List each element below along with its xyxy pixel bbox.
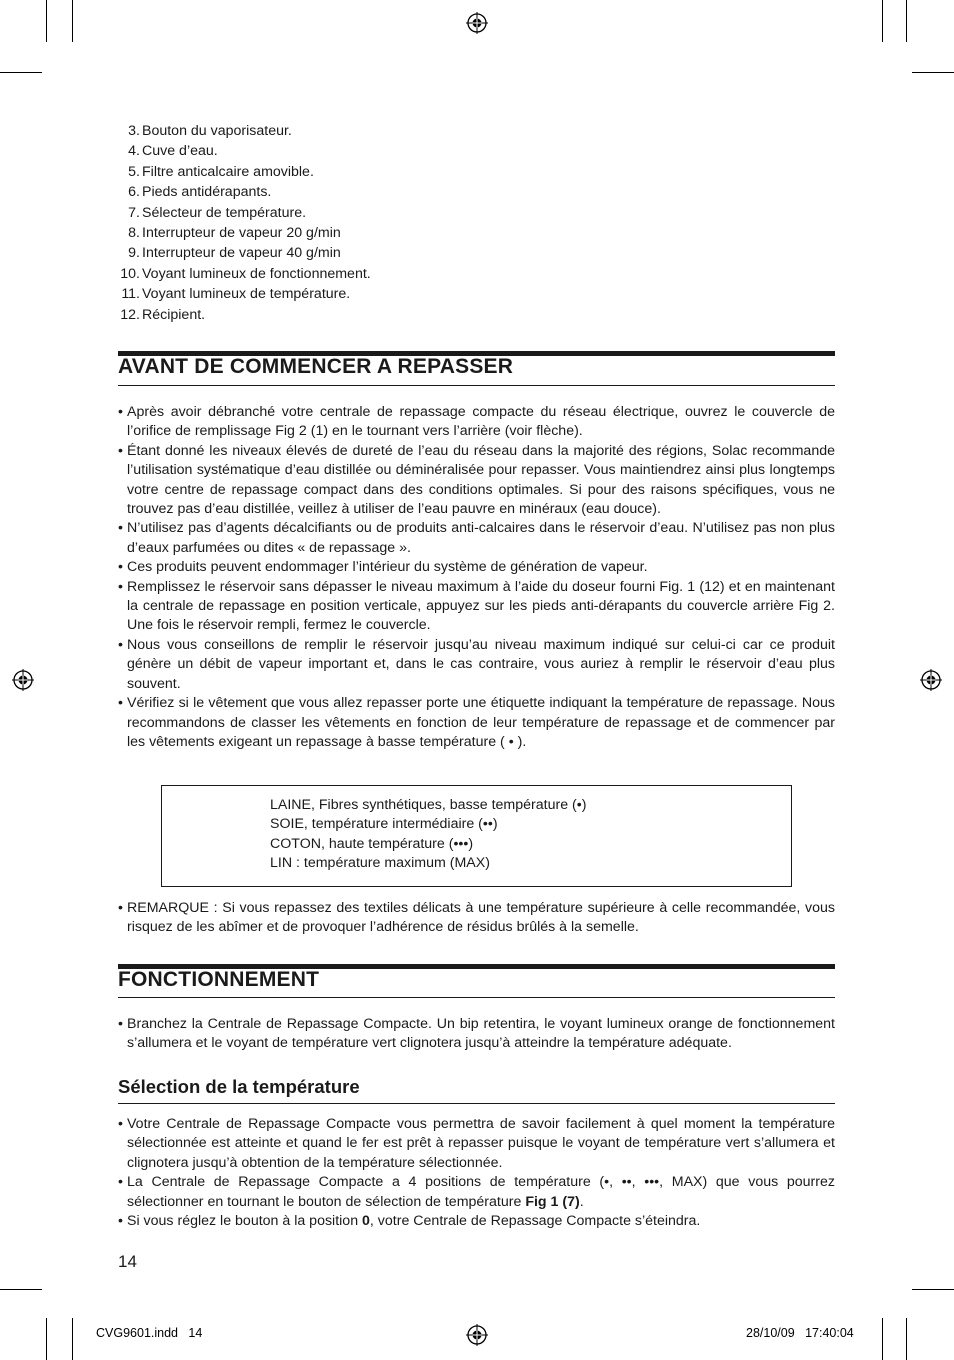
crop-mark xyxy=(882,1318,883,1360)
subsection-rule xyxy=(118,1103,835,1104)
list-item: • Branchez la Centrale de Repassage Compacte. Un bip retentira, le voyant lumineux orange de fonctionnement s’allumera et le voyant de température vert clignotera jusqu’à atteindre la température adéquate. xyxy=(118,1015,835,1054)
remark-text: • REMARQUE : Si vous repassez des textiles délicats à une température supérieure à celle recommandée, vous risquez de les abîmer et de provoquer l’adhérence de résidus brûlés à la semelle. xyxy=(118,899,835,938)
temperature-table-box xyxy=(161,785,792,887)
crop-mark xyxy=(72,1318,73,1360)
list-item: 5. Filtre anticalcaire amovible. xyxy=(128,163,314,180)
registration-mark-icon xyxy=(466,1324,488,1346)
list-item: 10. Voyant lumineux de fonctionnement. xyxy=(120,265,371,282)
list-item: • Remplissez le réservoir sans dépasser le niveau maximum à l’aide du doseur fourni Fig. 1 (12) et en maintenant la centrale de repassage en position verticale, appuyez sur les pieds anti-dérapants du couvercle arrière Fig 2. Une fois le réservoir rempli, fermez le couvercle. xyxy=(118,578,835,636)
temperature-line: SOIE, température intermédiaire (••) xyxy=(270,816,498,833)
crop-mark xyxy=(0,72,42,73)
list-item: 6. Pieds antidérapants. xyxy=(128,184,272,201)
instructions-list xyxy=(118,1115,835,1231)
temperature-line: LAINE, Fibres synthétiques, basse température (•) xyxy=(270,797,587,813)
list-item: • Si vous réglez le bouton à la position 0, votre Centrale de Repassage Compacte s’éteindra. xyxy=(118,1212,835,1231)
crop-mark xyxy=(912,72,954,73)
list-item: • Votre Centrale de Repassage Compacte vous permettra de savoir facilement à quel moment la température sélectionnée est atteinte et quand le fer est prêt à repasser puisque le voyant de température vert s’allumera et clignotera jusqu’à obtention de la température sélectionnée. xyxy=(118,1115,835,1173)
subsection-title: Sélection de la température xyxy=(118,1076,360,1097)
list-item: 11. Voyant lumineux de température. xyxy=(121,286,351,303)
temperature-line: COTON, haute température (•••) xyxy=(270,835,474,852)
slug-filename: CVG9601.indd 14 xyxy=(96,1326,203,1340)
section-title: FONCTIONNEMENT xyxy=(118,968,320,991)
crop-mark xyxy=(882,0,883,42)
list-item: • N’utilisez pas d’agents décalcifiants ou de produits anti-calcaires dans le réservoir d’eau. N’utilisez pas non plus d’eaux parfumées ou dites « de repassage ». xyxy=(118,519,835,558)
crop-mark xyxy=(46,1318,47,1360)
list-item: • Ces produits peuvent endommager l’intérieur du système de génération de vapeur. xyxy=(118,558,835,577)
registration-mark-icon xyxy=(920,669,942,691)
registration-mark-icon xyxy=(12,669,34,691)
list-item: • La Centrale de Repassage Compacte a 4 positions de température (•, ••, •••, MAX) que vous pourrez sélectionner en tournant le bouton de sélection de température Fig 1 (7). xyxy=(118,1173,835,1212)
crop-mark xyxy=(46,0,47,42)
crop-mark xyxy=(72,0,73,42)
crop-mark xyxy=(0,1289,42,1290)
section-title: AVANT DE COMMENCER A REPASSER xyxy=(118,355,514,378)
slug-datetime: 28/10/09 17:40:04 xyxy=(746,1326,854,1340)
parts-list xyxy=(116,121,516,325)
list-item: 8. Interrupteur de vapeur 20 g/min xyxy=(128,225,341,242)
list-item: • Étant donné les niveaux élevés de dureté de l’eau du réseau dans la majorité des régions, Solac recommande l’utilisation systématique d’eau distillée ou déminéralisée pour repasser. Vous maintiendrez ainsi plus longtemps votre centre de repassage compact dans des conditions optimales. Si pour des raisons spécifiques, vous ne trouvez pas d’eau distillée, veillez à utiliser de l’eau pauvre en minéraux (eau douce). xyxy=(118,442,835,520)
section-rule-bottom xyxy=(118,385,835,386)
list-item: 12. Récipient. xyxy=(120,306,206,323)
registration-mark-icon xyxy=(466,12,488,34)
list-item: 9. Interrupteur de vapeur 40 g/min xyxy=(128,245,341,262)
instructions-list xyxy=(118,1015,835,1054)
list-item: • Après avoir débranché votre centrale de repassage compacte du réseau électrique, ouvrez le couvercle de l’orifice de remplissage Fig 2 (1) en le tournant vers l’arrière (voir flèche). xyxy=(118,403,835,442)
list-item: 4. Cuve d’eau. xyxy=(128,143,218,160)
crop-mark xyxy=(906,1318,907,1360)
page-number: 14 xyxy=(118,1252,137,1271)
remark xyxy=(118,899,835,938)
list-item: 3. Bouton du vaporisateur. xyxy=(128,123,292,139)
temperature-line: LIN : température maximum (MAX) xyxy=(270,855,490,872)
instructions-list xyxy=(118,403,835,752)
crop-mark xyxy=(906,0,907,42)
list-item: • Nous vous conseillons de remplir le réservoir jusqu’au niveau maximum indiqué sur celui-ci car ce produit génère un débit de vapeur important et, dans le cas contraire, vous auriez à remplir le réservoir d’eau plus souvent. xyxy=(118,636,835,694)
crop-mark xyxy=(912,1289,954,1290)
list-item: 7. Sélecteur de température. xyxy=(128,204,307,221)
list-item: • Vérifiez si le vêtement que vous allez repasser porte une étiquette indiquant la température de repassage. Nous recommandons de classer les vêtements en fonction de leur température de repassage et de commencer par les vêtements exigeant un repassage à basse température ( • ). xyxy=(118,694,835,752)
section-rule-bottom xyxy=(118,997,835,998)
